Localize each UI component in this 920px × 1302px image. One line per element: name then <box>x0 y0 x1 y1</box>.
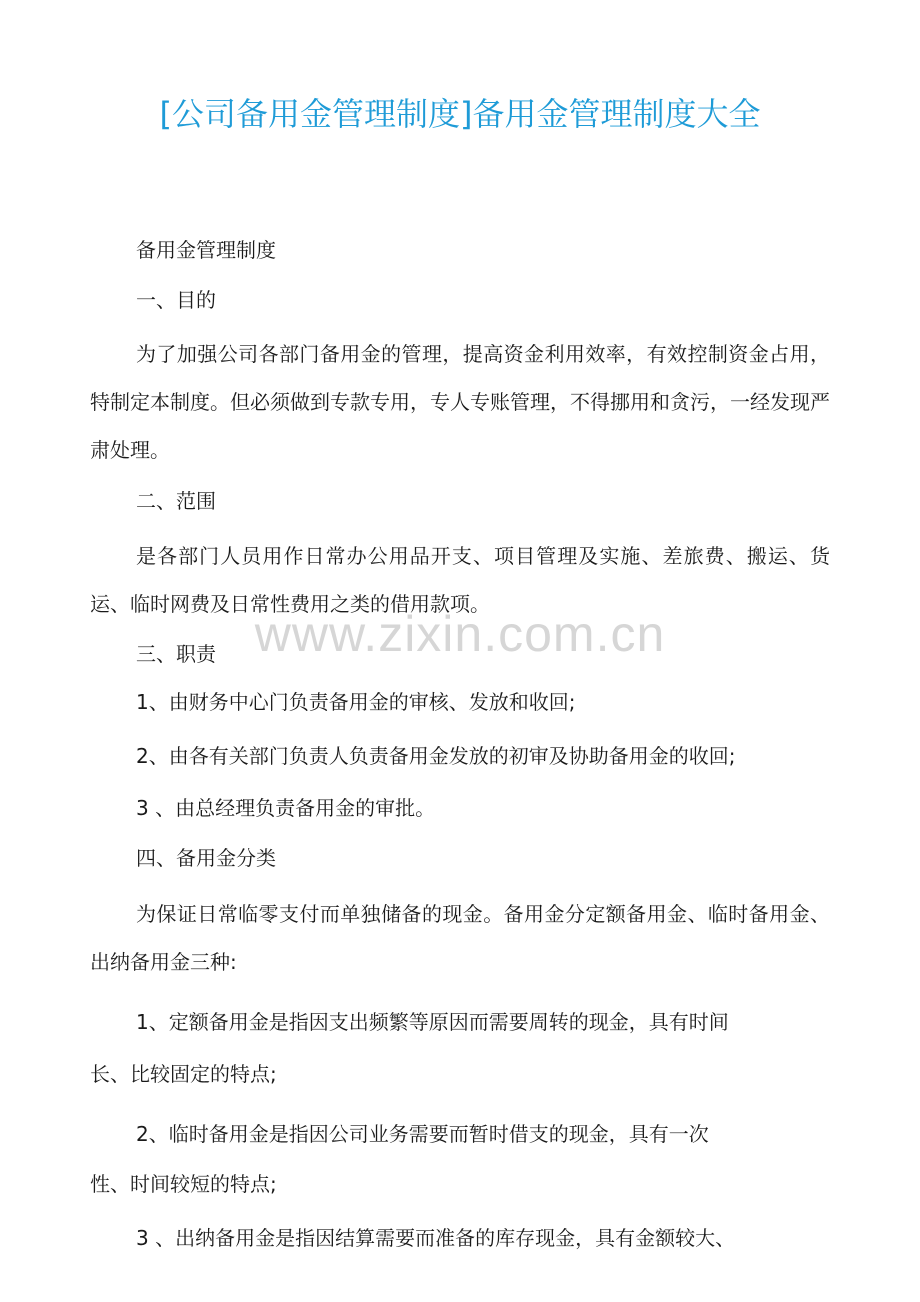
section-heading-purpose: 一、目的 <box>136 288 216 312</box>
document-heading: 备用金管理制度 <box>136 238 276 262</box>
section-heading-scope: 二、范围 <box>136 489 216 513</box>
list-item-duty-1: 1、由财务中心门负责备用金的审核、发放和收回; <box>136 690 576 714</box>
category-3-line-1: 3 、出纳备用金是指因结算需要而准备的库存现金，具有金额较大、 <box>136 1226 736 1250</box>
category-2-line-2: 性、时间较短的特点; <box>90 1172 277 1196</box>
category-2-line-1: 2、临时备用金是指因公司业务需要而暂时借支的现金，具有一次 <box>136 1122 709 1146</box>
paragraph-purpose: 为了加强公司各部门备用金的管理，提高资金利用效率，有效控制资金占用，特制定本制度。但必须做到专款专用，专人专账管理，不得挪用和贪污，一经发现严肃处理。 <box>90 342 830 462</box>
section-heading-duties: 三、职责 <box>136 642 216 666</box>
category-1-line-1: 1、定额备用金是指因支出频繁等原因而需要周转的现金，具有时间 <box>136 1010 729 1034</box>
document-title: [公司备用金管理制度]备用金管理制度大全 <box>159 95 761 133</box>
paragraph-scope: 是各部门人员用作日常办公用品开支、项目管理及实施、差旅费、搬运、货运、临时网费及日常性费用之类的借用款项。 <box>90 544 830 616</box>
section-heading-category: 四、备用金分类 <box>136 846 276 870</box>
watermark-text: www.zixin.com.cn <box>254 606 666 662</box>
paragraph-category-intro: 为保证日常临零支付而单独储备的现金。备用金分定额备用金、临时备用金、出纳备用金三种: <box>90 902 830 974</box>
category-1-line-2: 长、比较固定的特点; <box>90 1062 277 1086</box>
list-item-duty-3: 3 、由总经理负责备用金的审批。 <box>136 796 436 820</box>
list-item-duty-2: 2、由各有关部门负责人负责备用金发放的初审及协助备用金的收回; <box>136 744 736 768</box>
